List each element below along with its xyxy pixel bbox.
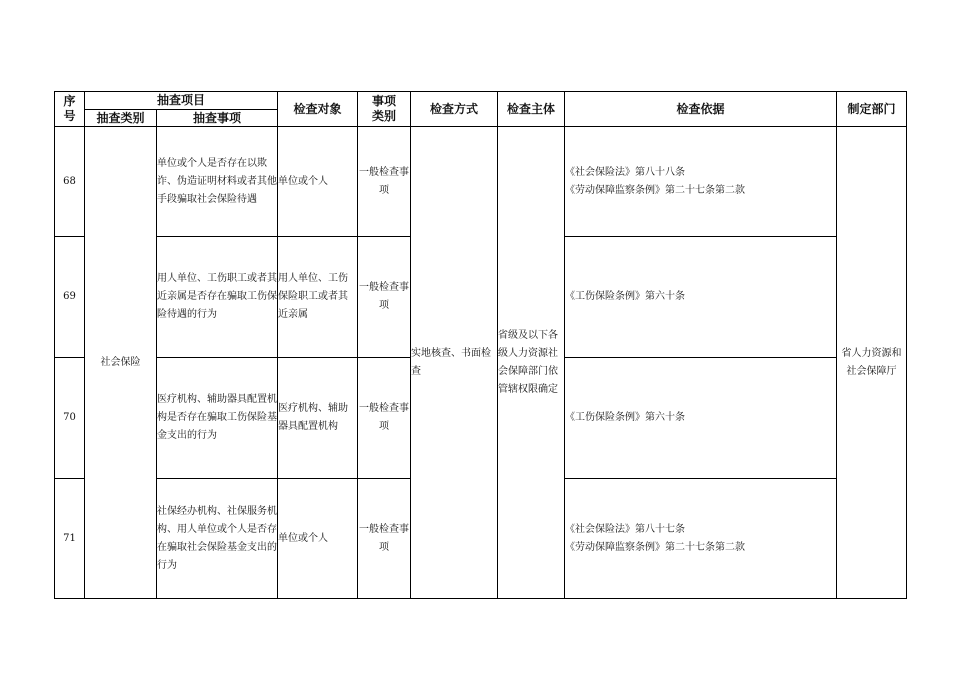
- type-cell: 一般检查事项: [358, 358, 411, 479]
- row-number: 69: [55, 237, 85, 358]
- object-cell: 单位或个人: [278, 127, 358, 237]
- matter-cell: 医疗机构、辅助器具配置机构是否存在骗取工伤保险基金支出的行为: [157, 358, 278, 479]
- basis-cell: [565, 127, 837, 237]
- basis-cell: [565, 479, 837, 599]
- header-subject: 检查主体: [498, 92, 565, 127]
- header-item-type-line1: 事项: [372, 94, 397, 108]
- object-cell: 用人单位、工伤保险职工或者其近亲属: [278, 237, 358, 358]
- inspection-items-table: [54, 91, 907, 599]
- header-matter: 抽查事项: [157, 110, 278, 127]
- matter-cell: 用人单位、工伤职工或者其近亲属是否存在骗取工伤保险待遇的行为: [157, 237, 278, 358]
- object-cell: 医疗机构、辅助器具配置机构: [278, 358, 358, 479]
- object-cell: 单位或个人: [278, 479, 358, 599]
- row-number: 68: [55, 127, 85, 237]
- basis-line: 《工伤保险条例》第六十条: [565, 412, 686, 423]
- header-item-type: [358, 92, 411, 127]
- header-seq: [55, 92, 85, 127]
- basis-line: 《劳动保障监察条例》第二十七条第二款: [565, 184, 746, 196]
- basis-line: 《工伤保险条例》第六十条: [565, 291, 686, 302]
- dept-cell: 省人力资源和社会保障厅: [837, 127, 907, 599]
- type-cell: 一般检查事项: [358, 479, 411, 599]
- subject-cell: 省级及以下各级人力资源社会保障部门依管辖权限确定: [498, 127, 565, 599]
- basis-cell: [565, 358, 837, 479]
- header-seq-line2: 号: [63, 109, 76, 123]
- header-project-group: 抽查项目: [85, 92, 278, 110]
- matter-cell: 单位或个人是否存在以欺诈、伪造证明材料或者其他手段骗取社会保险待遇: [157, 127, 278, 237]
- category-cell: 社会保险: [85, 127, 157, 599]
- basis-cell: [565, 237, 837, 358]
- matter-cell: 社保经办机构、社保服务机构、用人单位或个人是否存在骗取社会保险基金支出的行为: [157, 479, 278, 599]
- header-method: 检查方式: [411, 92, 498, 127]
- header-dept: 制定部门: [837, 92, 907, 127]
- header-basis: 检查依据: [565, 92, 837, 127]
- header-category: 抽查类别: [85, 110, 157, 127]
- table-row: [55, 127, 907, 237]
- basis-line: 《社会保险法》第八十七条: [565, 523, 686, 535]
- header-item-type-line2: 类别: [372, 109, 397, 123]
- type-cell: 一般检查事项: [358, 127, 411, 237]
- header-seq-line1: 序: [63, 94, 76, 108]
- row-number: 71: [55, 479, 85, 599]
- type-cell: 一般检查事项: [358, 237, 411, 358]
- header-row-top: [55, 92, 907, 110]
- method-cell: 实地核查、书面检查: [411, 127, 498, 599]
- row-number: 70: [55, 358, 85, 479]
- basis-line: 《社会保险法》第八十八条: [565, 166, 686, 178]
- header-object: 检查对象: [278, 92, 358, 127]
- basis-line: 《劳动保障监察条例》第二十七条第二款: [565, 541, 746, 553]
